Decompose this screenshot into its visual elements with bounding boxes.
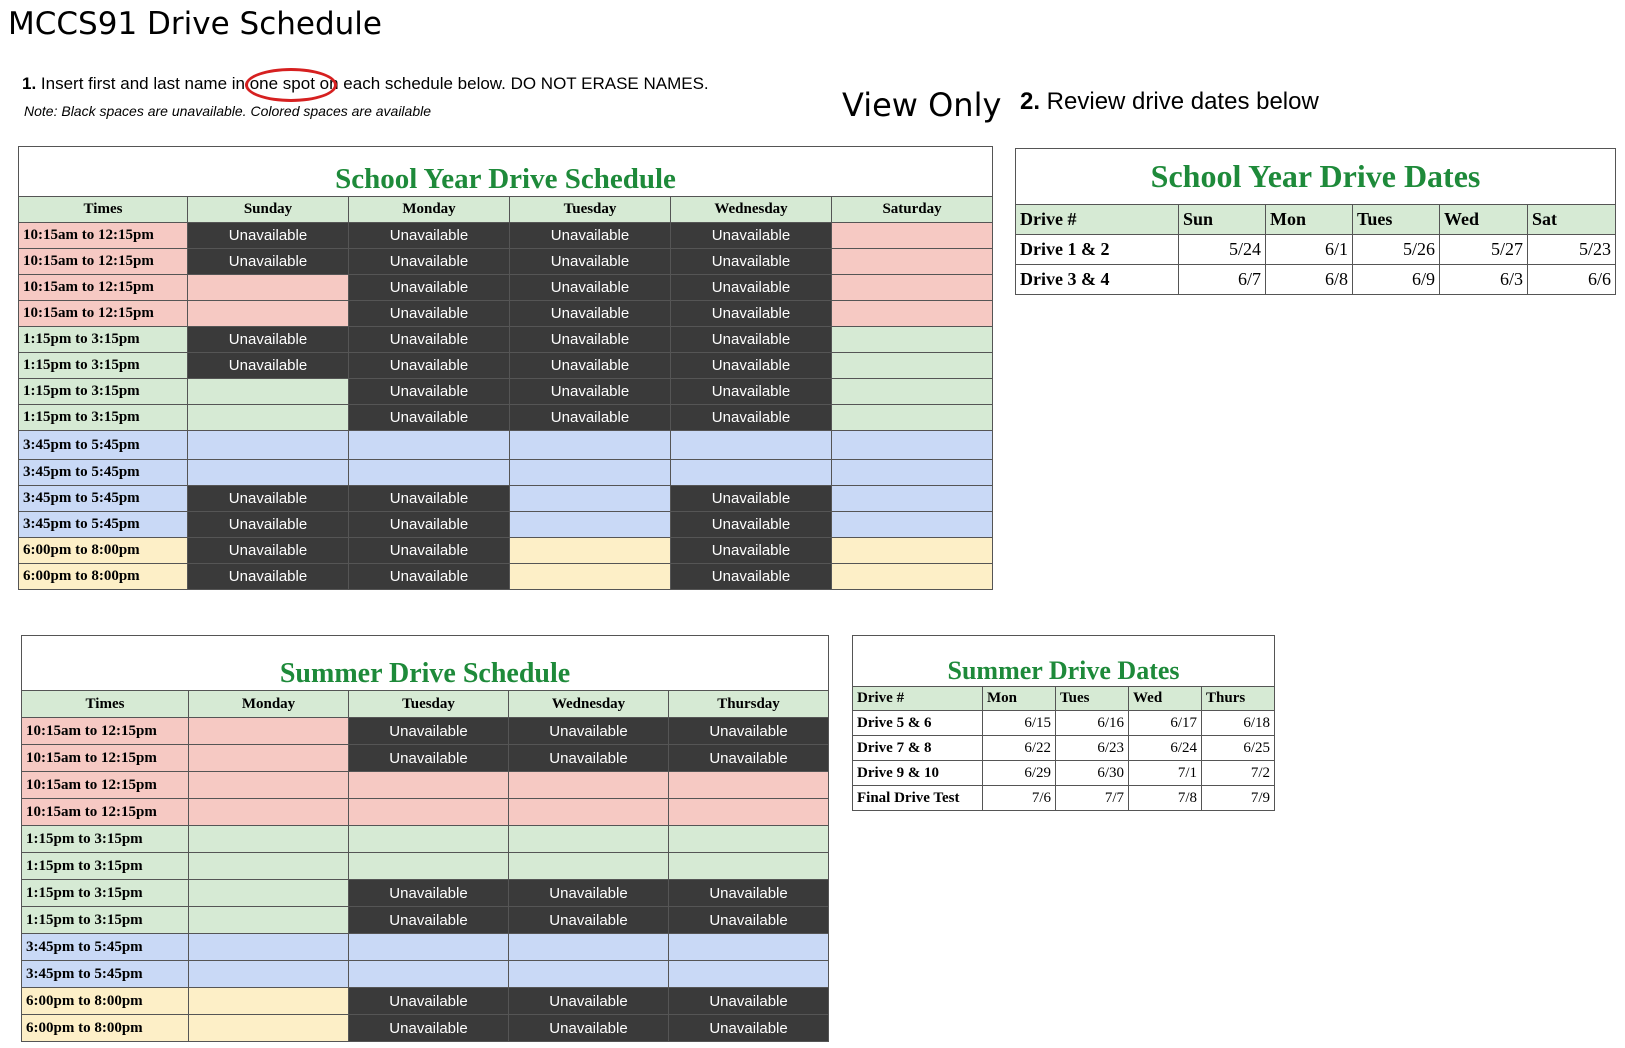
unavailable-slot: Unavailable	[188, 353, 349, 379]
instruction-step2	[1020, 88, 1319, 116]
available-slot[interactable]	[509, 961, 669, 988]
unavailable-slot: Unavailable	[510, 275, 671, 301]
unavailable-slot: Unavailable	[349, 512, 510, 538]
available-slot[interactable]	[189, 745, 349, 772]
drive-date: 6/8	[1266, 265, 1353, 295]
schedule-row	[19, 405, 993, 431]
available-slot[interactable]	[189, 961, 349, 988]
drive-date: 6/30	[1056, 761, 1129, 786]
unavailable-slot: Unavailable	[349, 353, 510, 379]
time-slot-label: 3:45pm to 5:45pm	[22, 934, 189, 961]
unavailable-slot: Unavailable	[671, 275, 832, 301]
column-header-sunday: Sunday	[188, 197, 349, 223]
schedule-row	[22, 745, 829, 772]
drive-label: Drive 3 & 4	[1016, 265, 1179, 295]
summer-dates-title: Summer Drive Dates	[853, 636, 1275, 687]
dates-header-thurs: Thurs	[1202, 687, 1275, 711]
column-header-wednesday: Wednesday	[509, 691, 669, 718]
drive-date: 6/3	[1440, 265, 1528, 295]
summer-schedule-title: Summer Drive Schedule	[22, 636, 829, 691]
instruction-step1	[22, 74, 709, 94]
drive-date: 6/22	[983, 736, 1056, 761]
available-slot[interactable]	[189, 880, 349, 907]
available-slot[interactable]	[832, 512, 993, 538]
time-slot-label: 1:15pm to 3:15pm	[19, 353, 188, 379]
unavailable-slot: Unavailable	[349, 880, 509, 907]
unavailable-slot: Unavailable	[188, 327, 349, 353]
dates-row	[853, 736, 1275, 761]
available-slot[interactable]	[188, 275, 349, 301]
step2-number: 2.	[1020, 88, 1041, 115]
available-slot[interactable]	[189, 826, 349, 853]
column-header-tuesday: Tuesday	[349, 691, 509, 718]
available-slot[interactable]	[189, 718, 349, 745]
time-slot-label: 3:45pm to 5:45pm	[19, 486, 188, 512]
unavailable-slot: Unavailable	[510, 223, 671, 249]
drive-date: 6/7	[1179, 265, 1266, 295]
dates-header-wed: Wed	[1440, 205, 1528, 235]
drive-label: Drive 5 & 6	[853, 711, 983, 736]
dates-header-drive: Drive #	[1016, 205, 1179, 235]
schedule-row	[19, 564, 993, 590]
schedule-row	[19, 512, 993, 538]
drive-date: 7/2	[1202, 761, 1275, 786]
available-slot[interactable]	[832, 223, 993, 249]
schedule-row	[19, 379, 993, 405]
drive-date: 6/24	[1129, 736, 1202, 761]
drive-date: 6/23	[1056, 736, 1129, 761]
available-slot[interactable]	[669, 772, 829, 799]
unavailable-slot: Unavailable	[349, 486, 510, 512]
schedule-row	[19, 460, 993, 486]
schedule-row	[22, 799, 829, 826]
unavailable-slot: Unavailable	[671, 486, 832, 512]
unavailable-slot: Unavailable	[188, 564, 349, 590]
unavailable-slot: Unavailable	[349, 988, 509, 1015]
unavailable-slot: Unavailable	[349, 1015, 509, 1042]
time-slot-label: 6:00pm to 8:00pm	[22, 1015, 189, 1042]
unavailable-slot: Unavailable	[671, 564, 832, 590]
drive-date: 6/29	[983, 761, 1056, 786]
unavailable-slot: Unavailable	[669, 745, 829, 772]
column-header-monday: Monday	[349, 197, 510, 223]
dates-row	[1016, 265, 1616, 295]
available-slot[interactable]	[188, 405, 349, 431]
unavailable-slot: Unavailable	[349, 564, 510, 590]
drive-date: 7/9	[1202, 786, 1275, 811]
dates-row	[1016, 235, 1616, 265]
available-slot[interactable]	[189, 988, 349, 1015]
page-title: MCCS91 Drive Schedule	[8, 6, 382, 42]
dates-header-sun: Sun	[1179, 205, 1266, 235]
unavailable-slot: Unavailable	[509, 988, 669, 1015]
unavailable-slot: Unavailable	[510, 249, 671, 275]
schedule-row	[22, 853, 829, 880]
available-slot[interactable]	[510, 538, 671, 564]
drive-label: Drive 9 & 10	[853, 761, 983, 786]
available-slot[interactable]	[349, 934, 509, 961]
time-slot-label: 10:15am to 12:15pm	[19, 275, 188, 301]
time-slot-label: 10:15am to 12:15pm	[19, 301, 188, 327]
unavailable-slot: Unavailable	[671, 538, 832, 564]
available-slot[interactable]	[832, 405, 993, 431]
time-slot-label: 6:00pm to 8:00pm	[19, 564, 188, 590]
drive-date: 5/27	[1440, 235, 1528, 265]
step1-text: Insert first and last name in one spot on each schedule below. DO NOT ERASE NAMES.	[36, 74, 709, 93]
available-slot[interactable]	[189, 772, 349, 799]
available-slot[interactable]	[669, 961, 829, 988]
unavailable-slot: Unavailable	[509, 745, 669, 772]
step1-number: 1.	[22, 74, 37, 93]
dates-row	[853, 761, 1275, 786]
drive-label: Final Drive Test	[853, 786, 983, 811]
available-slot[interactable]	[671, 460, 832, 486]
available-slot[interactable]	[188, 460, 349, 486]
unavailable-slot: Unavailable	[188, 486, 349, 512]
schedule-row	[22, 1015, 829, 1042]
dates-header-drive: Drive #	[853, 687, 983, 711]
schedule-row	[19, 327, 993, 353]
available-slot[interactable]	[832, 275, 993, 301]
unavailable-slot: Unavailable	[671, 512, 832, 538]
drive-date: 5/24	[1179, 235, 1266, 265]
available-slot[interactable]	[832, 538, 993, 564]
drive-label: Drive 1 & 2	[1016, 235, 1179, 265]
time-slot-label: 1:15pm to 3:15pm	[22, 853, 189, 880]
time-slot-label: 1:15pm to 3:15pm	[22, 826, 189, 853]
drive-date: 6/1	[1266, 235, 1353, 265]
column-header-times: Times	[22, 691, 189, 718]
unavailable-slot: Unavailable	[349, 327, 510, 353]
available-slot[interactable]	[509, 853, 669, 880]
schedule-row	[22, 772, 829, 799]
drive-date: 7/6	[983, 786, 1056, 811]
time-slot-label: 6:00pm to 8:00pm	[19, 538, 188, 564]
unavailable-slot: Unavailable	[349, 223, 510, 249]
available-slot[interactable]	[349, 431, 510, 460]
available-slot[interactable]	[349, 460, 510, 486]
school-year-dates-table	[1015, 148, 1616, 295]
schedule-row	[22, 880, 829, 907]
unavailable-slot: Unavailable	[510, 379, 671, 405]
time-slot-label: 10:15am to 12:15pm	[22, 799, 189, 826]
schedule-row	[19, 275, 993, 301]
unavailable-slot: Unavailable	[188, 538, 349, 564]
drive-date: 6/25	[1202, 736, 1275, 761]
schedule-row	[22, 961, 829, 988]
available-slot[interactable]	[189, 799, 349, 826]
unavailable-slot: Unavailable	[188, 249, 349, 275]
schedule-row	[22, 988, 829, 1015]
available-slot[interactable]	[349, 853, 509, 880]
available-slot[interactable]	[832, 301, 993, 327]
column-header-monday: Monday	[189, 691, 349, 718]
schedule-row	[19, 353, 993, 379]
unavailable-slot: Unavailable	[349, 718, 509, 745]
column-header-thursday: Thursday	[669, 691, 829, 718]
unavailable-slot: Unavailable	[671, 223, 832, 249]
available-slot[interactable]	[669, 934, 829, 961]
view-only-label: View Only	[842, 86, 1002, 124]
time-slot-label: 3:45pm to 5:45pm	[19, 460, 188, 486]
schedule-row	[19, 223, 993, 249]
schedule-row	[22, 826, 829, 853]
column-header-wednesday: Wednesday	[671, 197, 832, 223]
time-slot-label: 3:45pm to 5:45pm	[19, 512, 188, 538]
schedule-row	[19, 431, 993, 460]
time-slot-label: 10:15am to 12:15pm	[22, 718, 189, 745]
time-slot-label: 1:15pm to 3:15pm	[19, 379, 188, 405]
available-slot[interactable]	[832, 431, 993, 460]
drive-date: 7/7	[1056, 786, 1129, 811]
unavailable-slot: Unavailable	[509, 1015, 669, 1042]
unavailable-slot: Unavailable	[349, 745, 509, 772]
dates-header-mon: Mon	[983, 687, 1056, 711]
unavailable-slot: Unavailable	[671, 301, 832, 327]
unavailable-slot: Unavailable	[510, 405, 671, 431]
time-slot-label: 1:15pm to 3:15pm	[22, 880, 189, 907]
drive-date: 6/6	[1528, 265, 1616, 295]
summer-schedule-table	[21, 635, 829, 1042]
available-slot[interactable]	[832, 486, 993, 512]
dates-header-tues: Tues	[1056, 687, 1129, 711]
dates-header-wed: Wed	[1129, 687, 1202, 711]
time-slot-label: 1:15pm to 3:15pm	[22, 907, 189, 934]
available-slot[interactable]	[510, 564, 671, 590]
available-slot[interactable]	[510, 512, 671, 538]
available-slot[interactable]	[669, 826, 829, 853]
instruction-note: Note: Black spaces are unavailable. Colored spaces are available	[24, 103, 432, 119]
available-slot[interactable]	[349, 772, 509, 799]
available-slot[interactable]	[832, 327, 993, 353]
unavailable-slot: Unavailable	[510, 327, 671, 353]
dates-header-sat: Sat	[1528, 205, 1616, 235]
drive-date: 6/16	[1056, 711, 1129, 736]
drive-date: 5/23	[1528, 235, 1616, 265]
unavailable-slot: Unavailable	[349, 405, 510, 431]
school-year-schedule-table	[18, 146, 993, 590]
dates-header-tues: Tues	[1353, 205, 1440, 235]
schedule-row	[22, 934, 829, 961]
schedule-row	[19, 249, 993, 275]
column-header-times: Times	[19, 197, 188, 223]
unavailable-slot: Unavailable	[509, 718, 669, 745]
schedule-row	[19, 301, 993, 327]
available-slot[interactable]	[832, 379, 993, 405]
available-slot[interactable]	[832, 460, 993, 486]
drive-date: 6/17	[1129, 711, 1202, 736]
drive-label: Drive 7 & 8	[853, 736, 983, 761]
unavailable-slot: Unavailable	[349, 538, 510, 564]
available-slot[interactable]	[188, 379, 349, 405]
available-slot[interactable]	[832, 564, 993, 590]
unavailable-slot: Unavailable	[188, 223, 349, 249]
drive-date: 5/26	[1353, 235, 1440, 265]
unavailable-slot: Unavailable	[671, 249, 832, 275]
drive-date: 7/1	[1129, 761, 1202, 786]
available-slot[interactable]	[349, 799, 509, 826]
unavailable-slot: Unavailable	[669, 1015, 829, 1042]
available-slot[interactable]	[832, 353, 993, 379]
time-slot-label: 3:45pm to 5:45pm	[22, 961, 189, 988]
column-header-saturday: Saturday	[832, 197, 993, 223]
unavailable-slot: Unavailable	[669, 880, 829, 907]
available-slot[interactable]	[510, 486, 671, 512]
drive-date: 6/15	[983, 711, 1056, 736]
unavailable-slot: Unavailable	[509, 880, 669, 907]
unavailable-slot: Unavailable	[510, 301, 671, 327]
drive-date: 7/8	[1129, 786, 1202, 811]
unavailable-slot: Unavailable	[188, 512, 349, 538]
unavailable-slot: Unavailable	[669, 718, 829, 745]
schedule-row	[19, 486, 993, 512]
time-slot-label: 10:15am to 12:15pm	[19, 249, 188, 275]
available-slot[interactable]	[188, 301, 349, 327]
unavailable-slot: Unavailable	[669, 907, 829, 934]
highlight-circle	[245, 68, 337, 102]
unavailable-slot: Unavailable	[669, 988, 829, 1015]
unavailable-slot: Unavailable	[349, 907, 509, 934]
column-header-tuesday: Tuesday	[510, 197, 671, 223]
unavailable-slot: Unavailable	[671, 405, 832, 431]
school-schedule-title: School Year Drive Schedule	[19, 147, 993, 197]
time-slot-label: 10:15am to 12:15pm	[19, 223, 188, 249]
available-slot[interactable]	[509, 799, 669, 826]
time-slot-label: 6:00pm to 8:00pm	[22, 988, 189, 1015]
available-slot[interactable]	[349, 961, 509, 988]
available-slot[interactable]	[509, 826, 669, 853]
schedule-row	[22, 718, 829, 745]
available-slot[interactable]	[189, 1015, 349, 1042]
available-slot[interactable]	[509, 934, 669, 961]
time-slot-label: 10:15am to 12:15pm	[22, 772, 189, 799]
unavailable-slot: Unavailable	[671, 327, 832, 353]
available-slot[interactable]	[510, 431, 671, 460]
available-slot[interactable]	[189, 853, 349, 880]
available-slot[interactable]	[349, 826, 509, 853]
time-slot-label: 3:45pm to 5:45pm	[19, 431, 188, 460]
available-slot[interactable]	[669, 799, 829, 826]
available-slot[interactable]	[832, 249, 993, 275]
unavailable-slot: Unavailable	[671, 379, 832, 405]
drive-date: 6/9	[1353, 265, 1440, 295]
dates-header-mon: Mon	[1266, 205, 1353, 235]
schedule-row	[19, 538, 993, 564]
available-slot[interactable]	[510, 460, 671, 486]
step2-text: Review drive dates below	[1040, 88, 1319, 115]
time-slot-label: 1:15pm to 3:15pm	[19, 327, 188, 353]
time-slot-label: 10:15am to 12:15pm	[22, 745, 189, 772]
dates-row	[853, 711, 1275, 736]
summer-dates-table	[852, 635, 1275, 811]
schedule-row	[22, 907, 829, 934]
available-slot[interactable]	[189, 907, 349, 934]
available-slot[interactable]	[188, 431, 349, 460]
unavailable-slot: Unavailable	[349, 301, 510, 327]
available-slot[interactable]	[669, 853, 829, 880]
available-slot[interactable]	[671, 431, 832, 460]
unavailable-slot: Unavailable	[349, 275, 510, 301]
time-slot-label: 1:15pm to 3:15pm	[19, 405, 188, 431]
available-slot[interactable]	[509, 772, 669, 799]
unavailable-slot: Unavailable	[349, 249, 510, 275]
unavailable-slot: Unavailable	[671, 353, 832, 379]
unavailable-slot: Unavailable	[510, 353, 671, 379]
dates-row	[853, 786, 1275, 811]
drive-date: 6/18	[1202, 711, 1275, 736]
available-slot[interactable]	[189, 934, 349, 961]
unavailable-slot: Unavailable	[349, 379, 510, 405]
unavailable-slot: Unavailable	[509, 907, 669, 934]
school-dates-title: School Year Drive Dates	[1016, 149, 1616, 205]
